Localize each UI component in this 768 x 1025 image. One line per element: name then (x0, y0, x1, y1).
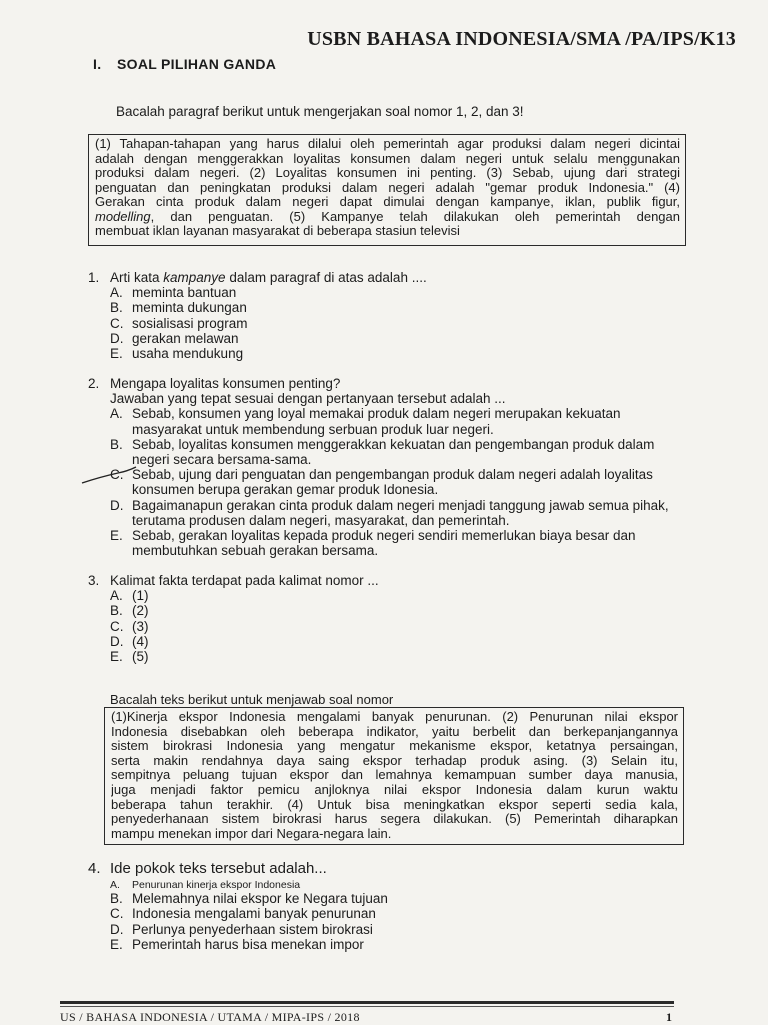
option-letter: A. (110, 285, 123, 301)
option-text: meminta bantuan (132, 285, 237, 301)
passage-1-line: adalah dengan menggerakkan loyalitas konsumen dalam negeri untuk selalu menggunakan (95, 151, 680, 166)
option-text: usaha mendukung (132, 346, 244, 362)
option-d[interactable] (110, 922, 688, 937)
option-text: meminta dukungan (132, 300, 247, 316)
stem-italic-word: kampanye (163, 270, 226, 285)
footer-text: US / BAHASA INDONESIA / UTAMA / MIPA-IPS / 2018 (60, 1010, 360, 1024)
option-d[interactable] (110, 634, 688, 649)
passage-1-line: penguatan dan peningkatan produksi dalam negeri adalah "gemar produk Indonesia." (4) (95, 180, 680, 195)
option-b[interactable] (110, 437, 678, 467)
option-letter: E. (110, 346, 123, 362)
question-1 (88, 270, 688, 361)
passage-2-line: penyederhanaan sistem birokrasi harus segera dilakukan. (5) Pemerintah diharapkan (111, 812, 678, 827)
passage-1-line: produksi dalam negeri. (2) Loyalitas konsumen ini penting. (3) Sebab, ujung dari strategi (95, 166, 680, 180)
instruction-passage-2: Bacalah teks berikut untuk menjawab soal nomor (110, 692, 394, 707)
option-letter: C. (110, 906, 124, 922)
option-e[interactable] (110, 649, 688, 664)
passage-1-line: Gerakan cinta produk dalam negeri dapat dimulai dengan kampanye, iklan, publik figur, (95, 195, 680, 209)
option-text: Sebab, gerakan loyalitas kepada produk negeri sendiri memerlukan biaya besar dan membutuhkan sebuah gerakan bersama. (132, 528, 636, 559)
question-stem: Kalimat fakta terdapat pada kalimat nomor ... (110, 573, 379, 588)
passage-2-line: beberapa tahun terakhir. (4) Untuk bisa meningkatkan ekspor seperti sedia kala, (111, 797, 678, 812)
option-text: sosialisasi program (132, 315, 248, 331)
passage-2-line: mampu menekan impor dari Negara-negara lain. (111, 826, 392, 841)
section-number: I. (93, 56, 102, 72)
question-number: 2. (88, 376, 100, 391)
page-number: 1 (666, 1010, 672, 1024)
passage-2-box (104, 707, 684, 845)
passage-1-box (88, 134, 686, 246)
question-number: 4. (88, 860, 101, 877)
option-text: Bagaimanapun gerakan cinta produk dalam negeri menjadi tanggung jawab semua pihak, terutama produsen dalam negeri, masyarakat, dan pemerintah. (132, 497, 669, 528)
option-letter: C. (110, 618, 124, 634)
option-a[interactable] (110, 406, 678, 436)
option-letter: A. (110, 879, 120, 892)
option-letter: B. (110, 603, 123, 619)
option-c[interactable] (110, 619, 688, 634)
footer-rule (60, 1001, 674, 1004)
option-c[interactable] (110, 467, 678, 497)
option-letter: B. (110, 436, 123, 452)
option-c[interactable] (110, 906, 688, 921)
passage-1-line: membuat iklan layanan masyarakat di beberapa stasiun televisi (95, 224, 460, 238)
section-heading (93, 56, 276, 72)
instruction-passage-1: Bacalah paragraf berikut untuk mengerjakan soal nomor 1, 2, dan 3! (116, 104, 524, 119)
option-letter: C. (110, 467, 124, 483)
option-text: Sebab, loyalitas konsumen menggerakkan kekuatan dan pengembangan produk dalam negeri secara bersama-sama. (132, 436, 655, 468)
option-text: Perlunya penyederhaan sistem birokrasi (132, 921, 373, 937)
option-a[interactable] (110, 879, 688, 891)
option-text: (3) (132, 618, 149, 634)
option-c[interactable] (110, 316, 688, 331)
option-text: Sebab, konsumen yang loyal memakai produk dalam negeri merupakan kekuatan masyarakat untuk membendung serbuan produk luar negeri. (132, 406, 621, 437)
option-letter: C. (110, 315, 124, 331)
option-text: Melemahnya nilai ekspor ke Negara tujuan (132, 891, 388, 907)
footer-rule-thin (60, 1006, 674, 1007)
option-b[interactable] (110, 891, 688, 906)
passage-1-line: (1) Tahapan-tahapan yang harus dilalui oleh pemerintah agar produksi dalam negeri dicintai (95, 137, 680, 151)
option-text: (1) (132, 588, 149, 604)
option-e[interactable] (110, 528, 678, 558)
handwritten-mark-icon (80, 463, 140, 489)
option-b[interactable] (110, 300, 688, 315)
question-4 (88, 861, 688, 952)
option-text: Penurunan kinerja ekspor Indonesia (132, 879, 301, 892)
question-number: 1. (88, 270, 100, 285)
option-a[interactable] (110, 285, 688, 300)
option-text: gerakan melawan (132, 330, 239, 346)
option-a[interactable] (110, 588, 688, 603)
option-b[interactable] (110, 603, 688, 618)
question-stem: Mengapa loyalitas konsumen penting? (110, 376, 341, 391)
passage-2-line: sistem birokrasi Indonesia yang mengatur mekanisme ekspor, ketatnya persaingan, (111, 739, 678, 754)
section-title: SOAL PILIHAN GANDA (117, 56, 277, 72)
question-number: 3. (88, 573, 100, 588)
option-letter: E. (110, 528, 123, 544)
option-letter: D. (110, 633, 124, 649)
option-letter: B. (110, 300, 123, 316)
option-letter: D. (110, 330, 124, 346)
option-text: Indonesia mengalami banyak penurunan (132, 906, 376, 922)
option-letter: E. (110, 936, 123, 952)
option-d[interactable] (110, 331, 688, 346)
passage-2-line: Indonesia disebabkan oleh beberapa indikator, yaitu berbelit dan berkepanjangannya (111, 724, 678, 739)
question-substem: Jawaban yang tepat sesuai dengan pertanyaan tersebut adalah ... (110, 391, 506, 407)
stem-text: Arti kata (110, 270, 164, 285)
question-2 (88, 376, 678, 558)
option-text: Sebab, ujung dari penguatan dan pengembangan produk dalam negeri adalah loyalitas konsumen berupa gerakan gemar produk Idonesia. (132, 467, 653, 498)
exam-title: USBN BAHASA INDONESIA/SMA /PA/IPS/K13 (307, 28, 736, 50)
option-letter: D. (110, 497, 124, 513)
option-letter: B. (110, 891, 123, 907)
option-e[interactable] (110, 937, 688, 952)
question-stem: Ide pokok teks tersebut adalah... (110, 860, 327, 877)
option-text: Pemerintah harus bisa menekan impor (132, 936, 364, 952)
option-text: (5) (132, 649, 149, 665)
passage-2-line: sempitnya peluang tujuan ekspor dan lemahnya kemampuan sumber daya manusia, (111, 768, 678, 783)
passage-2-line: (1)Kinerja ekspor Indonesia mengalami banyak penurunan. (2) Penurunan nilai ekspor (111, 710, 678, 724)
stem-text: dalam paragraf di atas adalah .... (225, 270, 427, 285)
option-text: (2) (132, 603, 149, 619)
passage-1-line: modelling, dan penguatan. (5) Kampanye telah dilakukan oleh pemerintah dengan (95, 209, 680, 224)
option-d[interactable] (110, 498, 678, 528)
passage-2-line: serta makin rendahnya daya saing ekspor terhadap produk asing. (3) Selain itu, (111, 753, 678, 768)
option-letter: E. (110, 649, 123, 665)
option-letter: A. (110, 588, 123, 604)
option-text: (4) (132, 633, 149, 649)
option-letter: A. (110, 406, 123, 422)
question-3 (88, 573, 688, 664)
option-e[interactable] (110, 346, 688, 361)
passage-2-line: juga menjadi faktor pemicu anjloknya nilai ekspor Indonesia dalam kurun waktu (111, 782, 678, 797)
question-stem (110, 270, 688, 285)
option-letter: D. (110, 921, 124, 937)
